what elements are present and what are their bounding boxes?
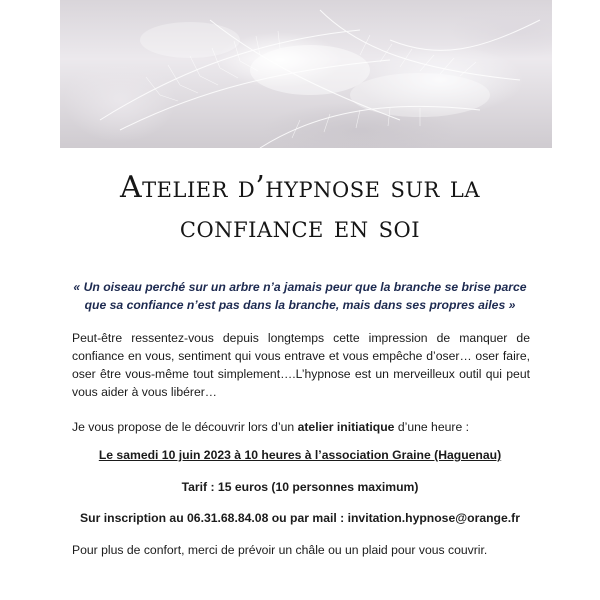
bird-quote (66, 278, 534, 314)
intro-paragraph: Peut-être ressentez-vous depuis longtemps cette impression de manquer de confiance en vous, sentiment qui vous entrave et vous empêche d’oser… oser faire, oser être vous-même tout simplement….L’hypnose est un merveilleux outil qui peut vous aider à vous libérer… (72, 331, 530, 399)
header-feather-image (60, 0, 552, 148)
comfort-note: Pour plus de confort, merci de prévoir un châle ou un plaid pour vous couvrir. (72, 543, 488, 557)
quote-line-2: que sa confiance n’est pas dans la branche, mais dans ses propres ailes » (84, 298, 516, 312)
title-line-2: confiance en soi (179, 210, 421, 245)
proposal-text-after: d’une heure : (394, 420, 469, 434)
quote-line-1: « Un oiseau perché sur un arbre n’a jamais peur que la branche se brise parce (73, 280, 527, 294)
inscription-line: Sur inscription au 06.31.68.84.08 ou par mail : invitation.hypnose@orange.fr (80, 511, 520, 525)
proposal-text-before: Je vous propose de le découvrir lors d’un (72, 420, 298, 434)
event-date-line: Le samedi 10 juin 2023 à 10 heures à l’association Graine (Haguenau) (98, 448, 502, 462)
page-title (40, 168, 560, 248)
proposal-highlight: atelier initiatique (297, 420, 395, 434)
proposal-paragraph (72, 418, 530, 436)
title-line-1: Atelier d’hypnose sur la (120, 170, 480, 205)
tarif-line: Tarif : 15 euros (10 personnes maximum) (181, 480, 419, 494)
feather-illustration (60, 0, 552, 148)
